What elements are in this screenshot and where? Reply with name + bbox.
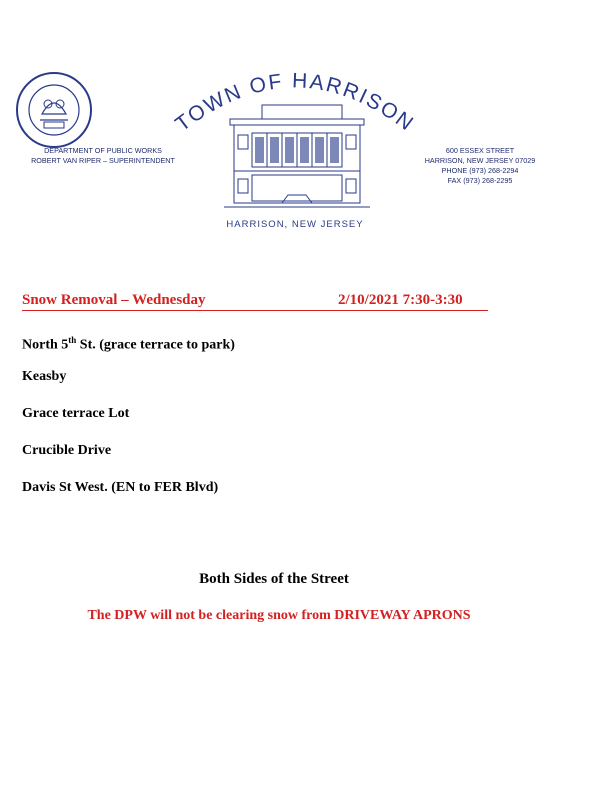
phone-number: PHONE (973) 268-2294 [441, 166, 519, 175]
town-seal-icon [14, 70, 94, 150]
address-block [400, 146, 560, 186]
schedule-date-time: 2/10/2021 7:30-3:30 [338, 292, 463, 308]
both-sides-note: Both Sides of the Street [199, 571, 349, 587]
town-name: TOWN OF HARRISON [171, 69, 419, 137]
department-block [14, 146, 192, 166]
department-name: DEPARTMENT OF PUBLIC WORKS [44, 146, 162, 155]
schedule-title: Snow Removal – Wednesday [22, 292, 206, 308]
superintendent-name: ROBERT VAN RIPER – SUPERINTENDENT [31, 156, 175, 165]
list-item: Davis St West. (EN to FER Blvd) [22, 480, 219, 495]
city-address: HARRISON, NEW JERSEY 07029 [424, 156, 536, 165]
town-hall-icon [222, 95, 372, 210]
list-item: Crucible Drive [22, 443, 112, 458]
list-item: North 5th St. (grace terrace to park) [22, 335, 235, 353]
list-item: Grace terrace Lot [22, 406, 130, 421]
street-address: 600 ESSEX STREET [445, 146, 515, 155]
list-item: Keasby [22, 369, 67, 384]
fax-number: FAX (973) 268-2295 [447, 176, 513, 185]
town-subtitle: HARRISON, NEW JERSEY [226, 219, 364, 230]
driveway-notice: The DPW will not be clearing snow from DRIVEWAY APRONS [87, 608, 471, 623]
street-list [22, 330, 235, 515]
schedule-heading [22, 292, 488, 311]
